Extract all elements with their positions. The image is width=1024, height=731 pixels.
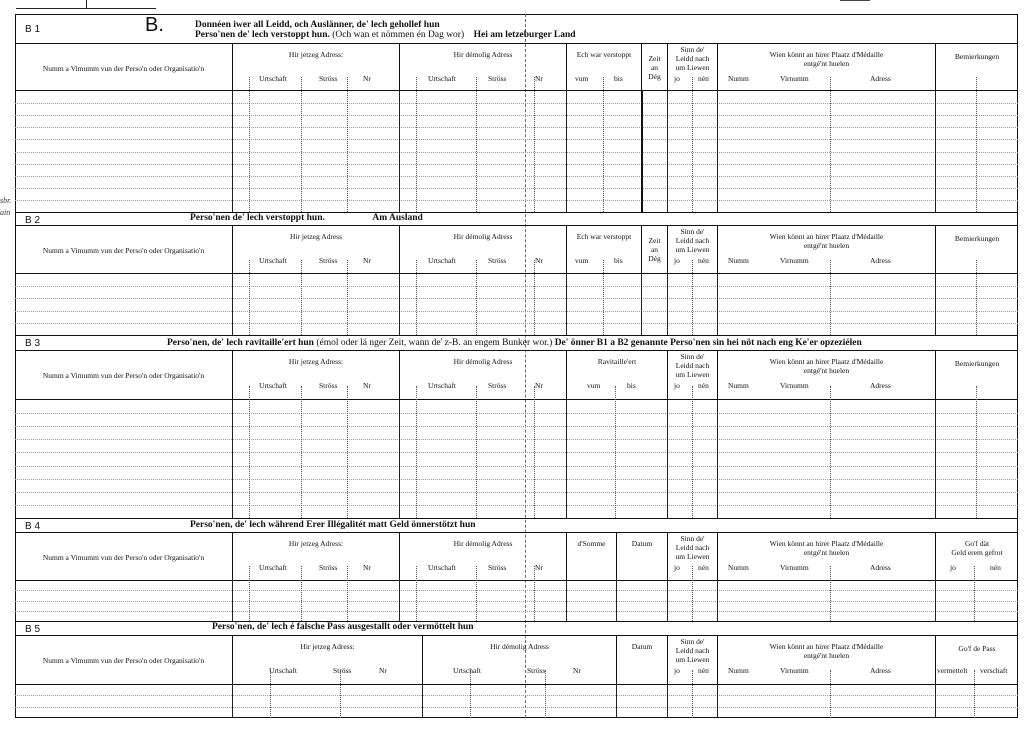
column-divider <box>935 91 936 212</box>
column-header: Wien könnt an hirer Plaatz d'Médaille <box>769 50 884 59</box>
column-divider <box>232 400 233 518</box>
form-row-line <box>15 452 1018 453</box>
column-divider <box>616 580 617 621</box>
section-b5 <box>15 621 1018 718</box>
column-subheader: nén <box>698 74 709 83</box>
form-row-line <box>15 695 1018 696</box>
subcolumn-divider <box>976 386 977 518</box>
column-divider <box>566 400 567 518</box>
top-edge <box>0 0 1024 14</box>
subcolumn-divider <box>692 386 693 518</box>
section-heading: Perso'nen de' lech verstoppt hun. Am Ausland <box>190 213 423 223</box>
form-row-line <box>15 115 1018 116</box>
form-row-line <box>15 188 1018 189</box>
column-header: Hir démolig Adress <box>453 232 513 241</box>
column-divider <box>667 91 668 212</box>
column-subheader: Urtschaft <box>259 74 287 83</box>
column-subheader: bis <box>614 74 623 83</box>
column-header: Bemierkungen <box>954 52 1000 61</box>
subcolumn-divider <box>416 77 417 212</box>
column-divider <box>717 400 718 518</box>
subcolumn-divider <box>347 77 348 212</box>
form-row-line <box>15 426 1018 427</box>
column-divider <box>667 684 668 718</box>
column-subheader: Urtschaft <box>428 74 456 83</box>
column-header: Hir démolig Adress <box>453 357 513 366</box>
subcolumn-divider <box>249 260 250 335</box>
margin-note: sbr. <box>0 196 12 205</box>
form-row-line <box>15 707 1018 708</box>
column-divider <box>399 274 400 335</box>
column-divider <box>935 580 936 621</box>
form-row-line <box>15 286 1018 287</box>
subcolumn-divider <box>976 260 977 335</box>
form-letter: B. <box>145 14 164 36</box>
form-row-line <box>15 413 1018 414</box>
table-header: Numm a Vimumm vun der Perso'n oder Organisatio'n Hir jetzeg Adress: Urtschaft Ströss Nr Hir démolig Adress Urtschaft Ströss Nr Datum Sinn de' Leidd nach um Liewen jo nén Wien könnt an hirer Plaatz d'Médaille entgé'nt huelen Numm Virnumm Adress Go'f de Pass vermettelt verschaft <box>15 635 1018 685</box>
column-divider <box>935 400 936 518</box>
column-header: Datum <box>631 642 653 651</box>
column-divider <box>566 580 567 621</box>
margin-note: ain <box>0 208 11 217</box>
column-divider <box>935 274 936 335</box>
subcolumn-divider <box>301 77 302 212</box>
subcolumn-divider <box>347 260 348 335</box>
column-header: d'Somme <box>577 539 606 548</box>
column-header: Hir jetzeg Adress <box>289 232 343 241</box>
column-header: Hir jetzeg Adress: <box>288 50 344 59</box>
subcolumn-divider <box>347 566 348 621</box>
section-b2 <box>15 212 1018 335</box>
column-divider <box>717 274 718 335</box>
column-header: Ravitaille'ert <box>597 357 637 366</box>
column-divider <box>935 684 936 718</box>
section-heading: Perso'nen de' lech verstoppt hun. (Och wan et nömmen én Dag wor) Hei am letzeburger Land <box>195 30 576 40</box>
subcolumn-divider <box>976 77 977 212</box>
column-header: Numm a Vimumm vun der Perso'n oder Organisatio'n <box>42 246 205 255</box>
section-heading: Perso'nen, de' lech während Erer Illégalitét matt Geld önnerstötzt hun <box>190 520 476 530</box>
subcolumn-divider <box>476 260 477 335</box>
subcolumn-divider <box>470 670 471 718</box>
column-header: Ech war verstoppt <box>576 50 632 59</box>
column-subheader: Nr <box>535 74 543 83</box>
subcolumn-divider <box>830 566 831 621</box>
column-subheader: Ströss <box>319 74 338 83</box>
form-row-line <box>15 611 1018 612</box>
column-divider <box>232 580 233 621</box>
column-subheader: jo <box>674 74 680 83</box>
subcolumn-divider <box>340 670 341 718</box>
column-divider <box>667 274 668 335</box>
subcolumn-divider <box>534 386 535 518</box>
subcolumn-divider <box>974 566 975 621</box>
form-row-line <box>15 323 1018 324</box>
column-header: Hir démolig Adress <box>453 50 513 59</box>
form-row-line <box>15 152 1018 153</box>
column-divider <box>566 91 567 212</box>
column-subheader: Numm <box>728 74 749 83</box>
table-header: Numm a Vimumm vun der Perso'n oder Organisatio'n Hir jetzeg Adress Urtschaft Ströss Nr Hir démolig Adress Urtschaft Ströss Nr Ech war verstoppt vum bis Zeit an Dég Sinn de' Leidd nach um Liewen jo nén Wien könnt an hirer Plaatz d'Médaille entgé'nt huelen Numm Virnumm Adress Bemierkungen <box>15 225 1018 274</box>
form-row-line <box>15 466 1018 467</box>
section-b4 <box>15 518 1018 621</box>
subcolumn-divider <box>416 260 417 335</box>
column-divider <box>422 684 423 718</box>
subcolumn-divider <box>534 260 535 335</box>
form-row-line <box>15 590 1018 591</box>
table-header: Numm a Vimumm vun der Perso'n oder Organisatio'n Hir jetzeg Adress: Urtschaft Ströss Nr Hir démolig Adress Urtschaft Ströss Nr d'Somme Datum Sinn de' Leidd nach um Liewen jo nén Wien könnt an hirer Plaatz d'Médaille entgé'nt huelen Numm Virnumm Adress Go'f dät Geld erem gefrot jo nén <box>15 532 1018 581</box>
column-divider <box>641 274 642 335</box>
subcolumn-divider <box>476 386 477 518</box>
form-row-line <box>15 505 1018 506</box>
subcolumn-divider <box>603 260 604 335</box>
column-divider <box>232 91 233 212</box>
subcolumn-divider <box>301 386 302 518</box>
subcolumn-divider <box>301 260 302 335</box>
subcolumn-divider <box>545 670 546 718</box>
column-header: Numm a Vimumm vun der Perso'n oder Organisatio'n <box>42 553 205 562</box>
subcolumn-divider <box>249 386 250 518</box>
column-divider <box>717 684 718 718</box>
subcolumn-divider <box>603 77 604 212</box>
subcolumn-divider <box>416 386 417 518</box>
table-header: Numm a Vimumm vun der Perso'n oder Organisatio'n Hir jetzeg Adress: Urtschaft Ströss Nr Hir démolig Adress Urtschaft Ströss Nr Ech war verstoppt vum bis Zeit an Dég Sinn de' Leidd nach um Liewen jo nén Wien könnt an hirer Plaatz d'Médaille entgé'nt huelen Numm Virnumm Adress Bemierkungen <box>15 43 1018 91</box>
column-divider <box>232 274 233 335</box>
column-divider <box>232 684 233 718</box>
column-header: Hir jetzeg Adress: <box>288 357 344 366</box>
form-row-line <box>15 298 1018 299</box>
column-divider <box>399 580 400 621</box>
subcolumn-divider <box>534 566 535 621</box>
subcolumn-divider <box>830 77 831 212</box>
column-divider <box>399 400 400 518</box>
form-row-line <box>15 200 1018 201</box>
subcolumn-divider <box>347 386 348 518</box>
form-row-line <box>15 127 1018 128</box>
column-divider <box>667 580 668 621</box>
column-divider <box>667 400 668 518</box>
form-row-line <box>15 164 1018 165</box>
column-subheader: Nr <box>363 74 371 83</box>
subcolumn-divider <box>692 566 693 621</box>
section-b1 <box>15 16 1018 212</box>
subcolumn-divider <box>615 386 616 518</box>
column-subheader: vum <box>575 74 589 83</box>
section-code: B 3 <box>25 338 41 349</box>
column-header: Go'f de Pass <box>958 644 996 653</box>
column-divider <box>717 91 718 212</box>
column-subheader: Virnumm <box>780 74 809 83</box>
subcolumn-divider <box>534 77 535 212</box>
subcolumn-divider <box>830 260 831 335</box>
subcolumn-divider <box>692 77 693 212</box>
column-header: Numm a Vimumm vun der Perso'n oder Organisatio'n <box>42 64 205 73</box>
subcolumn-divider <box>249 77 250 212</box>
column-header: Zeit <box>648 54 661 63</box>
column-divider <box>717 580 718 621</box>
column-header: Sinn de' <box>680 45 705 54</box>
subcolumn-divider <box>270 670 271 718</box>
column-header: Numm a Vimumm vun der Perso'n oder Organisatio'n <box>42 656 205 665</box>
form-row-line <box>15 479 1018 480</box>
subcolumn-divider <box>476 77 477 212</box>
column-header: Ech war verstoppt <box>576 232 632 241</box>
form-row-line <box>15 176 1018 177</box>
column-divider <box>399 91 400 212</box>
form-row-line <box>15 601 1018 602</box>
column-subheader: Adress <box>870 74 891 83</box>
section-code: B 1 <box>25 24 41 35</box>
form-row-line <box>15 139 1018 140</box>
section-code: B 5 <box>25 624 41 635</box>
form-row-line <box>15 492 1018 493</box>
subcolumn-divider <box>692 260 693 335</box>
column-divider <box>566 274 567 335</box>
subcolumn-divider <box>830 670 831 718</box>
form-row-line <box>15 311 1018 312</box>
section-code: B 2 <box>25 215 41 226</box>
subcolumn-divider <box>974 670 975 718</box>
form-row-line <box>15 439 1018 440</box>
column-header: Numm a Vimumm vun der Perso'n oder Organisatio'n <box>42 371 205 380</box>
subcolumn-divider <box>249 566 250 621</box>
column-divider <box>641 91 643 212</box>
table-header: Numm a Vimumm vun der Perso'n oder Organisatio'n Hir jetzeg Adress: Urtschaft Ströss Nr Hir démolig Adress Urtschaft Ströss Nr Ravitaille'ert vum bis Sinn de' Leidd nach um Liewen jo nén Wien könnt an hirer Plaatz d'Médaille entgé'nt huelen Numm Virnumm Adress Bemierkungen <box>15 350 1018 400</box>
section-code: B 4 <box>25 521 41 532</box>
column-header: Go'f dät <box>964 539 990 548</box>
subcolumn-divider <box>476 566 477 621</box>
section-heading: Donnéen iwer all Leidd, och Auslänner, de' lech gehollef hun <box>195 20 440 30</box>
subcolumn-divider <box>692 670 693 718</box>
column-header: Datum <box>631 539 653 548</box>
section-heading: Perso'nen, de' lech é falsche Pass ausgestallt oder vermöttelt hun <box>212 622 474 632</box>
column-subheader: Ströss <box>488 74 507 83</box>
subcolumn-divider <box>830 386 831 518</box>
form-row-line <box>15 103 1018 104</box>
column-divider <box>616 684 617 718</box>
section-heading: Perso'nen, de' lech ravitaille'ert hun (émol oder lä nger Zeit, wann de' z-B. an engem Bunker wor.) De' önner B1 a B2 genannte Perso'nen sin hei nöt nach eng Ke'er opzeziélen <box>167 338 862 348</box>
subcolumn-divider <box>416 566 417 621</box>
subcolumn-divider <box>301 566 302 621</box>
